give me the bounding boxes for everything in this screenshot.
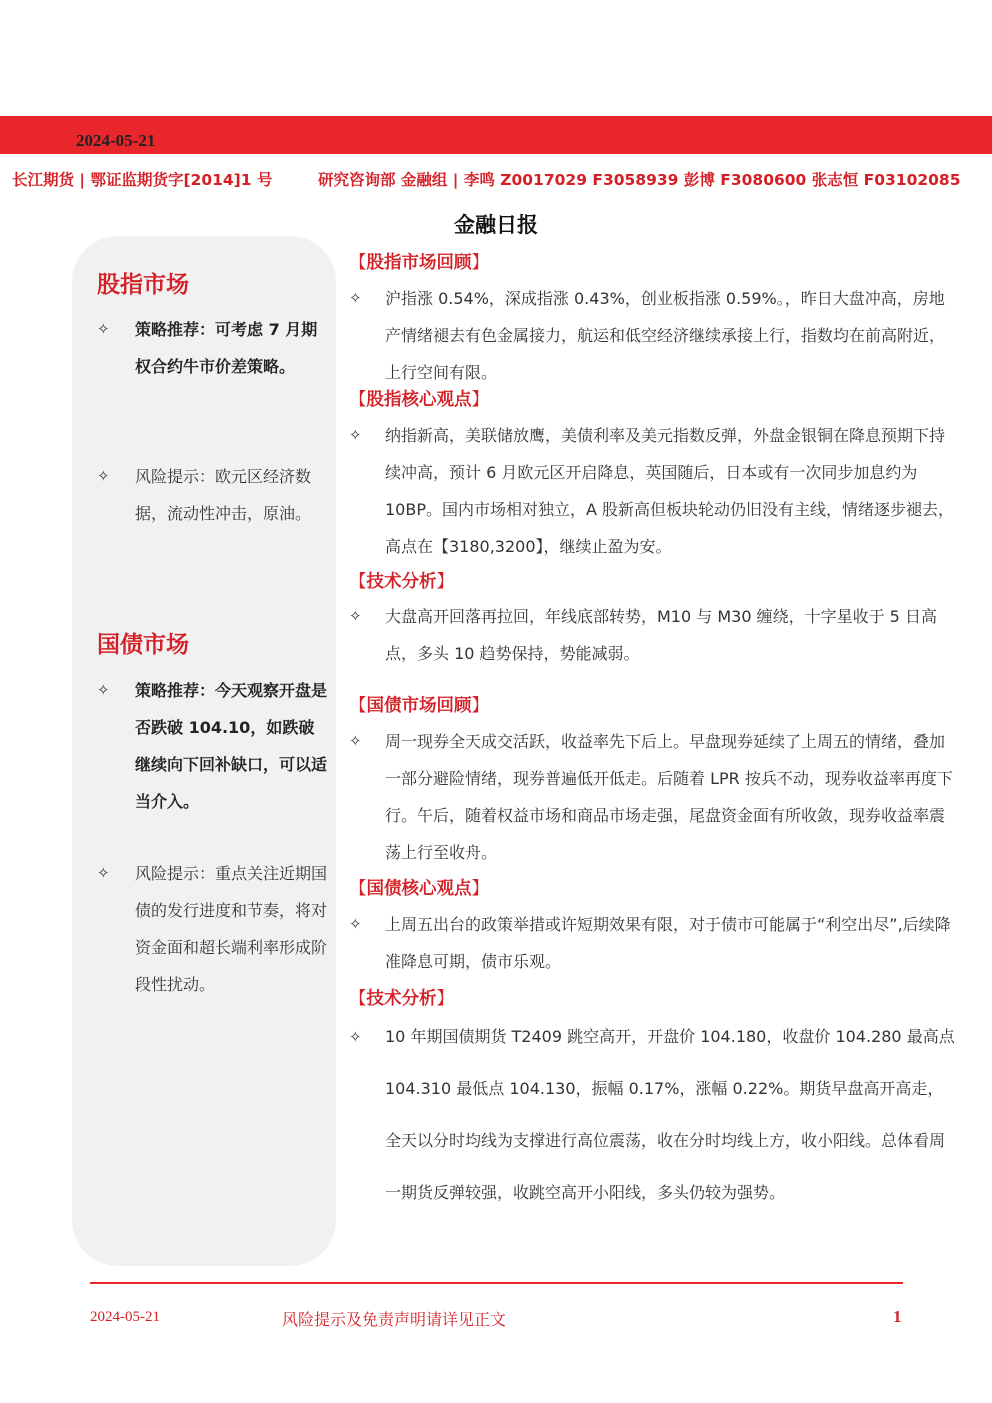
sidebar-bond-strategy-text: 策略推荐：今天观察开盘是否跌破 104.10，如跌破继续向下回补缺口，可以适当介入。	[135, 681, 328, 811]
sidebar-heading-stock: 股指市场	[97, 272, 189, 298]
page-title: 金融日报	[454, 213, 538, 237]
diamond-bullet-icon: ✧	[97, 864, 110, 882]
sidebar-bond-strategy	[97, 672, 329, 820]
footer-divider	[90, 1282, 903, 1284]
section-heading-bond-view: 【国债核心观点】	[349, 879, 489, 899]
stock-view-paragraph: ✧ 纳指新高，美联储放鹰，美债利率及美元指数反弹，外盘金银铜在降息预期下持续冲高，预计 6 月欧元区开启降息，英国随后，日本或有一次同步加息约为 10BP。国内市场相对独立，A 股新高但板块轮动仍旧没有主线，情绪逐步褪去，高点在【3180,3200】，继续止盈为安。	[349, 417, 957, 565]
diamond-bullet-icon: ✧	[97, 467, 110, 485]
research-team: 研究咨询部 金融组 | 李鸣 Z0017029 F3058939 彭博 F3080600 张志恒 F03102085	[318, 171, 961, 189]
diamond-bullet-icon: ✧	[349, 607, 362, 625]
diamond-bullet-icon: ✧	[349, 915, 362, 933]
section-heading-bond-tech: 【技术分析】	[349, 989, 454, 1009]
company-license: 长江期货 | 鄂证监期货字[2014]1 号	[12, 171, 273, 189]
stock-review-paragraph: ✧ 沪指涨 0.54%，深成指涨 0.43%，创业板指涨 0.59%。，昨日大盘冲高，房地产情绪褪去有色金属接力，航运和低空经济继续承接上行，指数均在前高附近，上行空间有限。	[349, 280, 957, 391]
header-info	[12, 168, 982, 190]
bond-tech-paragraph: ✧ 10 年期国债期货 T2409 跳空高开，开盘价 104.180，收盘价 104.280 最高点 104.310 最低点 104.130，振幅 0.17%，涨幅 0.22%。期货早盘高开高走，全天以分时均线为支撑进行高位震荡，收在分时均线上方，收小阳线。总体看周一期货反弹较强，收跳空高开小阳线，多头仍较为强势。	[349, 1011, 957, 1219]
section-heading-bond-review: 【国债市场回顾】	[349, 696, 489, 716]
diamond-bullet-icon: ✧	[349, 426, 362, 444]
sidebar-stock-risk-text: 风险提示：欧元区经济数据，流动性冲击，原油。	[135, 467, 312, 523]
footer-disclaimer: 风险提示及免责声明请详见正文	[282, 1310, 507, 1329]
bond-review-paragraph: ✧ 周一现券全天成交活跃，收益率先下后上。早盘现券延续了上周五的情绪，叠加一部分避险情绪，现券普遍低开低走。后随着 LPR 按兵不动，现券收益率再度下行。午后，随着权益市场和商品市场走强，尾盘资金面有所收敛，现券收益率震荡上行至收舟。	[349, 723, 957, 871]
section-heading-stock-view: 【股指核心观点】	[349, 390, 489, 410]
diamond-bullet-icon: ✧	[97, 681, 110, 699]
sidebar-stock-strategy	[97, 311, 329, 385]
stock-tech-paragraph: ✧ 大盘高开回落再拉回，年线底部转势，M10 与 M30 缠绕，十字星收于 5 日高点，多头 10 趋势保持，势能减弱。	[349, 598, 957, 672]
diamond-bullet-icon: ✧	[97, 320, 110, 338]
sidebar-bond-risk-text: 风险提示：重点关注近期国债的发行进度和节奏，将对资金面和超长端利率形成阶段性扰动。	[135, 864, 328, 994]
page-number: 1	[893, 1307, 902, 1326]
diamond-bullet-icon: ✧	[349, 289, 362, 307]
section-heading-stock-review: 【股指市场回顾】	[349, 253, 489, 273]
sidebar-bond-risk	[97, 855, 329, 1003]
diamond-bullet-icon: ✧	[349, 732, 362, 750]
footer-date: 2024-05-21	[90, 1309, 160, 1325]
bond-view-paragraph: ✧ 上周五出台的政策举措或许短期效果有限，对于债市可能属于“利空出尽”,后续降准降息可期，债市乐观。	[349, 906, 957, 980]
report-date: 2024-05-21	[76, 131, 156, 150]
sidebar-stock-strategy-text: 策略推荐：可考虑 7 月期权合约牛市价差策略。	[135, 320, 318, 376]
sidebar-stock-risk	[97, 458, 329, 532]
diamond-bullet-icon: ✧	[349, 1028, 362, 1046]
sidebar-heading-bond: 国债市场	[97, 632, 189, 658]
section-heading-stock-tech: 【技术分析】	[349, 572, 454, 592]
